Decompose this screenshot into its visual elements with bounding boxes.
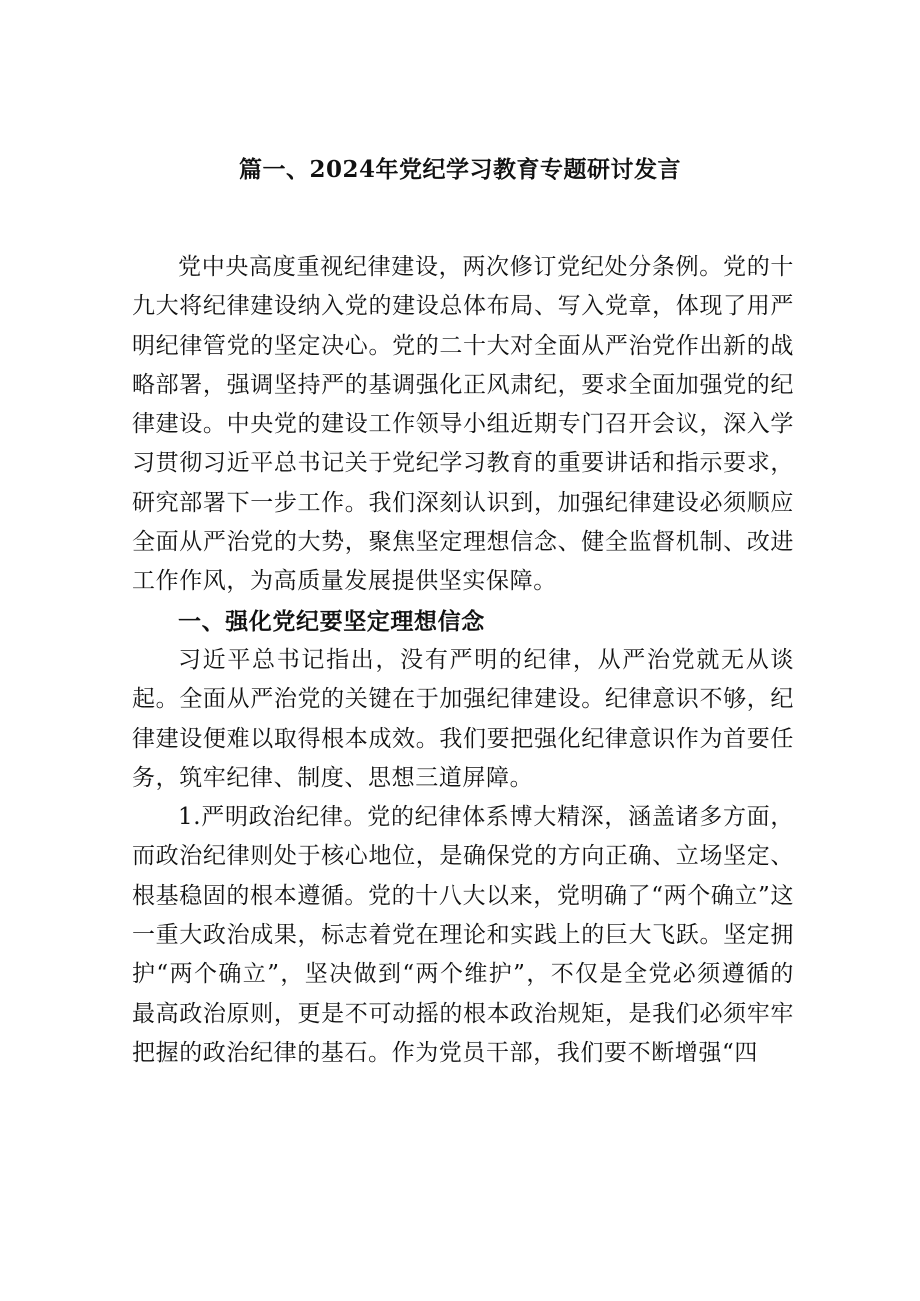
subsection-1-paragraph: 1.严明政治纪律。党的纪律体系博大精深，涵盖诸多方面，而政治纪律则处于核心地位，是确保党的方向正确、立场坚定、根基稳固的根本遵循。党的十八大以来，党明确了“两个确立”这一重大政治成果，标志着党在理论和实践上的巨大飞跃。坚定拥护“两个确立”，坚决做到“两个维护”，不仅是全党必须遵循的最高政治原则，更是不可动摇的根本政治规矩，是我们必须牢牢把握的政治纪律的基石。作为党员干部，我们要不断增强“四 [132,804,794,1066]
document-body [132,248,794,1073]
intro-paragraph: 党中央高度重视纪律建设，两次修订党纪处分条例。党的十九大将纪律建设纳入党的建设总体布局、写入党章，体现了用严明纪律管党的坚定决心。党的二十大对全面从严治党作出新的战略部署，强调坚持严的基调强化正风肃纪，要求全面加强党的纪律建设。中央党的建设工作领导小组近期专门召开会议，深入学习贯彻习近平总书记关于党纪学习教育的重要讲话和指示要求，研究部署下一步工作。我们深刻认识到，加强纪律建设必须顺应全面从严治党的大势，聚焦坚定理想信念、健全监督机制、改进工作作风，为高质量发展提供坚实保障。 [132,254,794,595]
section-heading-1: 一、强化党纪要坚定理想信念 [178,607,485,635]
document-title: 篇一、2024年党纪学习教育专题研讨发言 [238,156,681,183]
section-1-paragraph: 习近平总书记指出，没有严明的纪律，从严治党就无从谈起。全面从严治党的关键在于加强纪律建设。纪律意识不够，纪律建设便难以取得根本成效。我们要把强化纪律意识作为首要任务，筑牢纪律、制度、思想三道屏障。 [132,646,794,791]
